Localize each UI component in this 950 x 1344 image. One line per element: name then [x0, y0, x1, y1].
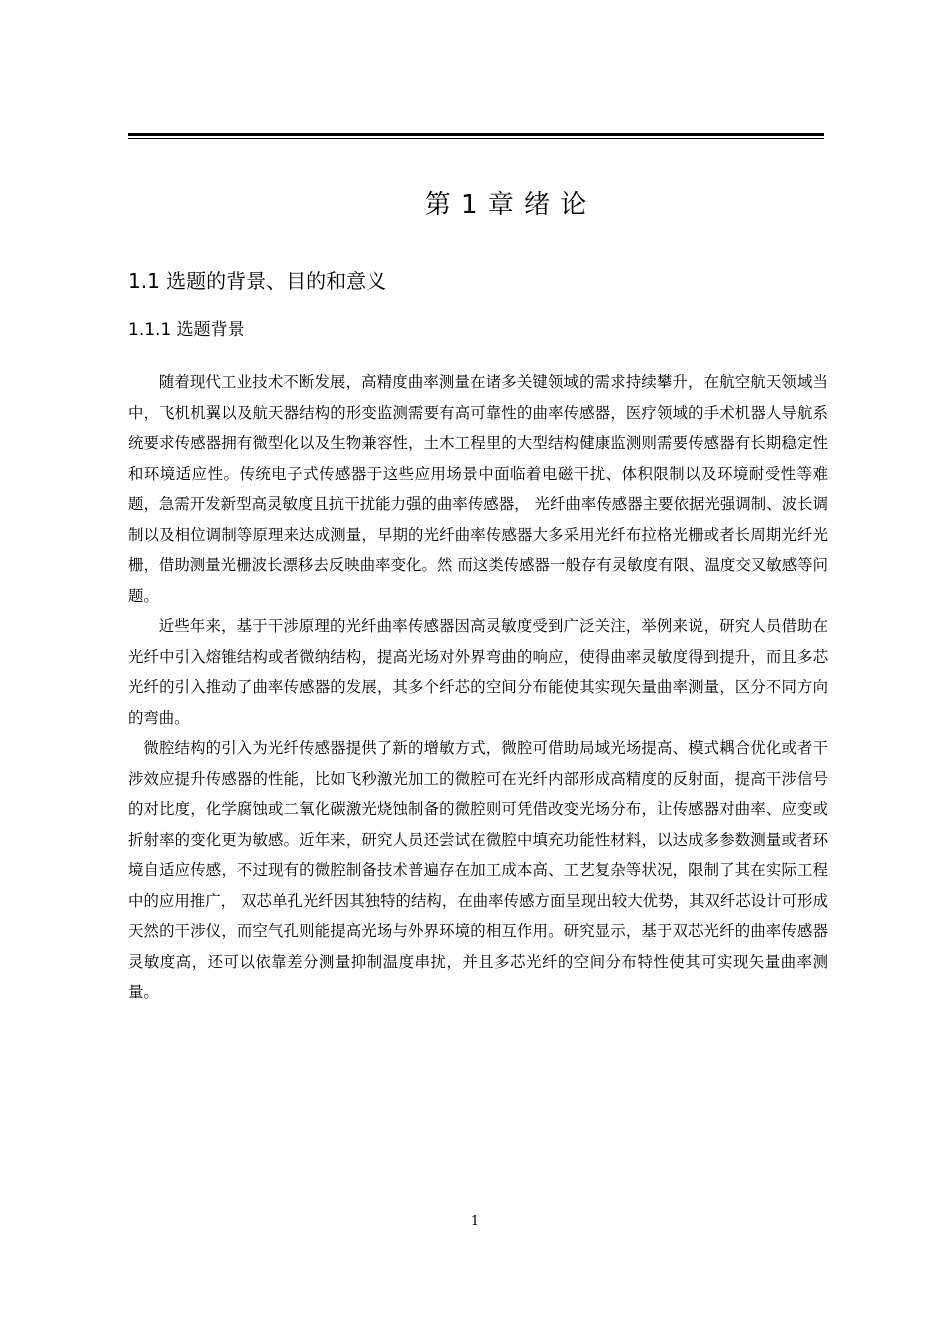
- subsection-heading: 1.1.1 选题背景: [128, 320, 245, 340]
- paragraph: 微腔结构的引入为光纤传感器提供了新的增敏方式，微腔可借助局域光场提高、模式耦合优化或者干涉效应提升传感器的性能，比如飞秒激光加工的微腔可在光纤内部形成高精度的反射面，提高干涉信号的对比度，化学腐蚀或二氧化碳激光烧蚀制备的微腔则可凭借改变光场分布，让传感器对曲率、应变或折射率的变化更为敏感。近年来，研究人员还尝试在微腔中填充功能性材料，以达成多参数测量或者环境自适应传感，不过现有的微腔制备技术普遍存在加工成本高、工艺复杂等状况，限制了其在实际工程中的应用推广， 双芯单孔光纤因其独特的结构，在曲率传感方面呈现出较大优势，其双纤芯设计可形成天然的干涉仪，而空气孔则能提高光场与外界环境的相互作用。研究显示，基于双芯光纤的曲率传感器灵敏度高，还可以依靠差分测量抑制温度串扰，并且多芯光纤的空间分布特性使其可实现矢量曲率测量。: [128, 739, 828, 1001]
- section-heading: 1.1 选题的背景、目的和意义: [128, 269, 387, 293]
- paragraph: 近些年来，基于干涉原理的光纤曲率传感器因高灵敏度受到广泛关注，举例来说，研究人员借助在光纤中引入熔锥结构或者微纳结构，提高光场对外界弯曲的响应，使得曲率灵敏度得到提升，而且多芯光纤的引入推动了曲率传感器的发展，其多个纤芯的空间分布能使其实现矢量曲率测量，区分不同方向的弯曲。: [128, 617, 828, 727]
- body-text: [128, 367, 828, 1008]
- header-rule-thin: [128, 138, 824, 139]
- chapter-title: 第 1 章 绪 论: [424, 190, 588, 220]
- paragraph: 随着现代工业技术不断发展，高精度曲率测量在诸多关键领域的需求持续攀升，在航空航天领域当中，飞机机翼以及航天器结构的形变监测需要有高可靠性的曲率传感器，医疗领域的手术机器人导航系统要求传感器拥有微型化以及生物兼容性，土木工程里的大型结构健康监测则需要传感器有长期稳定性和环境适应性。传统电子式传感器于这些应用场景中面临着电磁干扰、体积限制以及环境耐受性等难题，急需开发新型高灵敏度且抗干扰能力强的曲率传感器， 光纤曲率传感器主要依据光强调制、波长调制以及相位调制等原理来达成测量，早期的光纤曲率传感器大多采用光纤布拉格光栅或者长周期光纤光栅，借助测量光栅波长漂移去反映曲率变化。然 而这类传感器一般存有灵敏度有限、温度交叉敏感等问题。: [128, 373, 828, 605]
- page-number: 1: [470, 1214, 480, 1229]
- header-rule-thick: [128, 133, 824, 136]
